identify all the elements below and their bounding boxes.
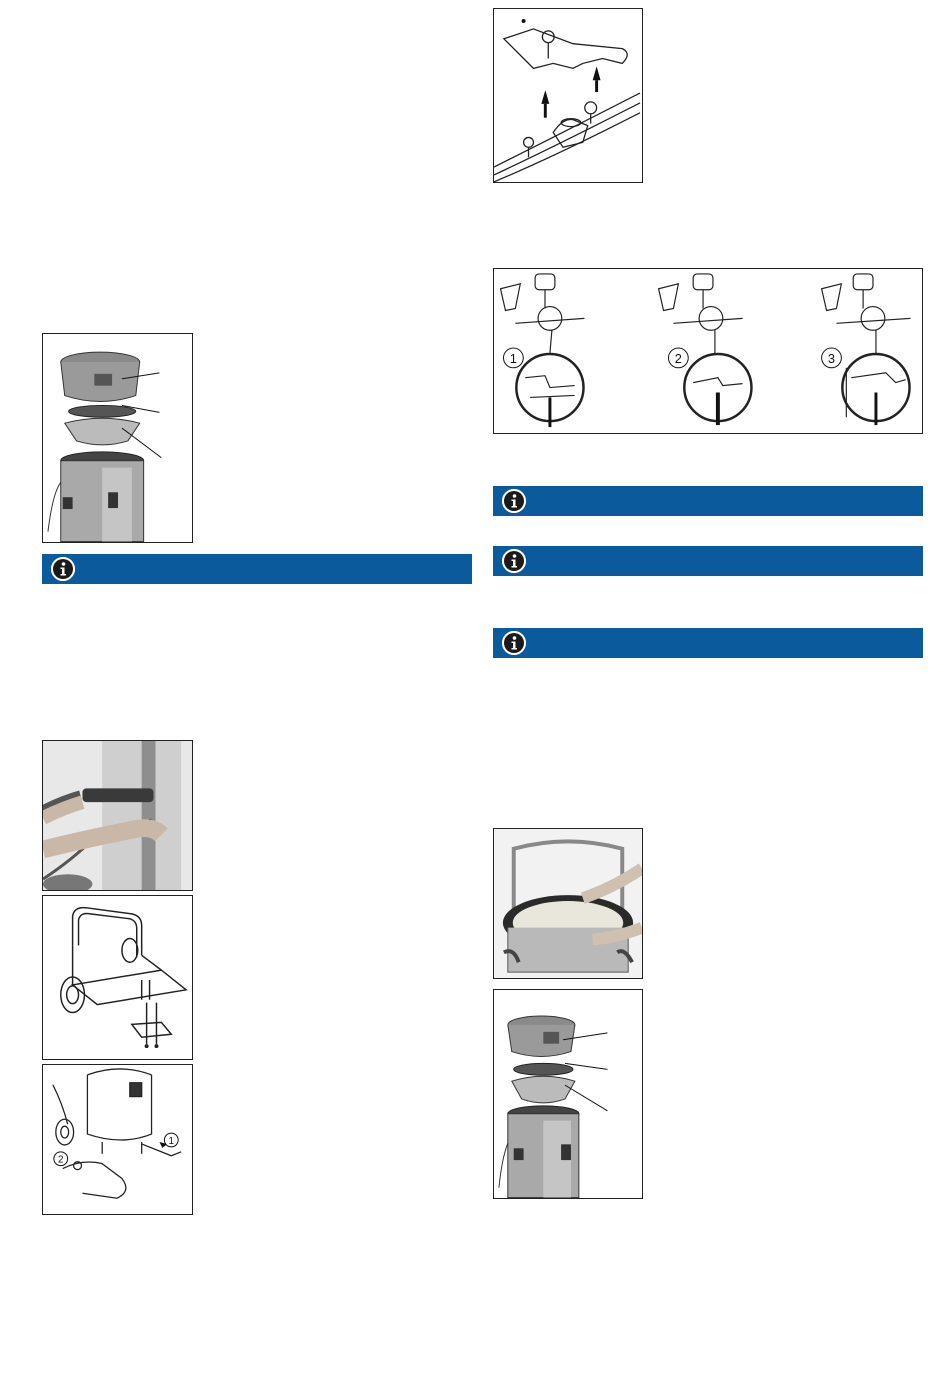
arrow-up-icon [593, 66, 601, 80]
info-bar [493, 628, 923, 658]
figure-filter-photo [493, 828, 643, 979]
arrow-up-icon [541, 90, 549, 104]
step-label: 1 [509, 350, 517, 366]
info-bar [493, 486, 923, 516]
info-bar [42, 554, 472, 584]
figure-trolley-frame [42, 895, 193, 1060]
figure-vacuum-exploded-2 [493, 989, 643, 1199]
figure-handle-photo [42, 740, 193, 891]
info-icon [502, 489, 526, 513]
figure-mounting-plate [493, 8, 643, 183]
figure-clamp-positions [493, 268, 923, 434]
info-icon [502, 549, 526, 573]
info-bar [493, 546, 923, 576]
step-label: 2 [674, 350, 682, 366]
info-icon [502, 631, 526, 655]
figure-vacuum-exploded [42, 333, 193, 543]
figure-base-install [42, 1064, 193, 1215]
step-label: 1 [168, 1135, 175, 1147]
info-icon [51, 557, 75, 581]
step-label: 2 [58, 1154, 64, 1166]
step-label: 3 [827, 350, 836, 366]
